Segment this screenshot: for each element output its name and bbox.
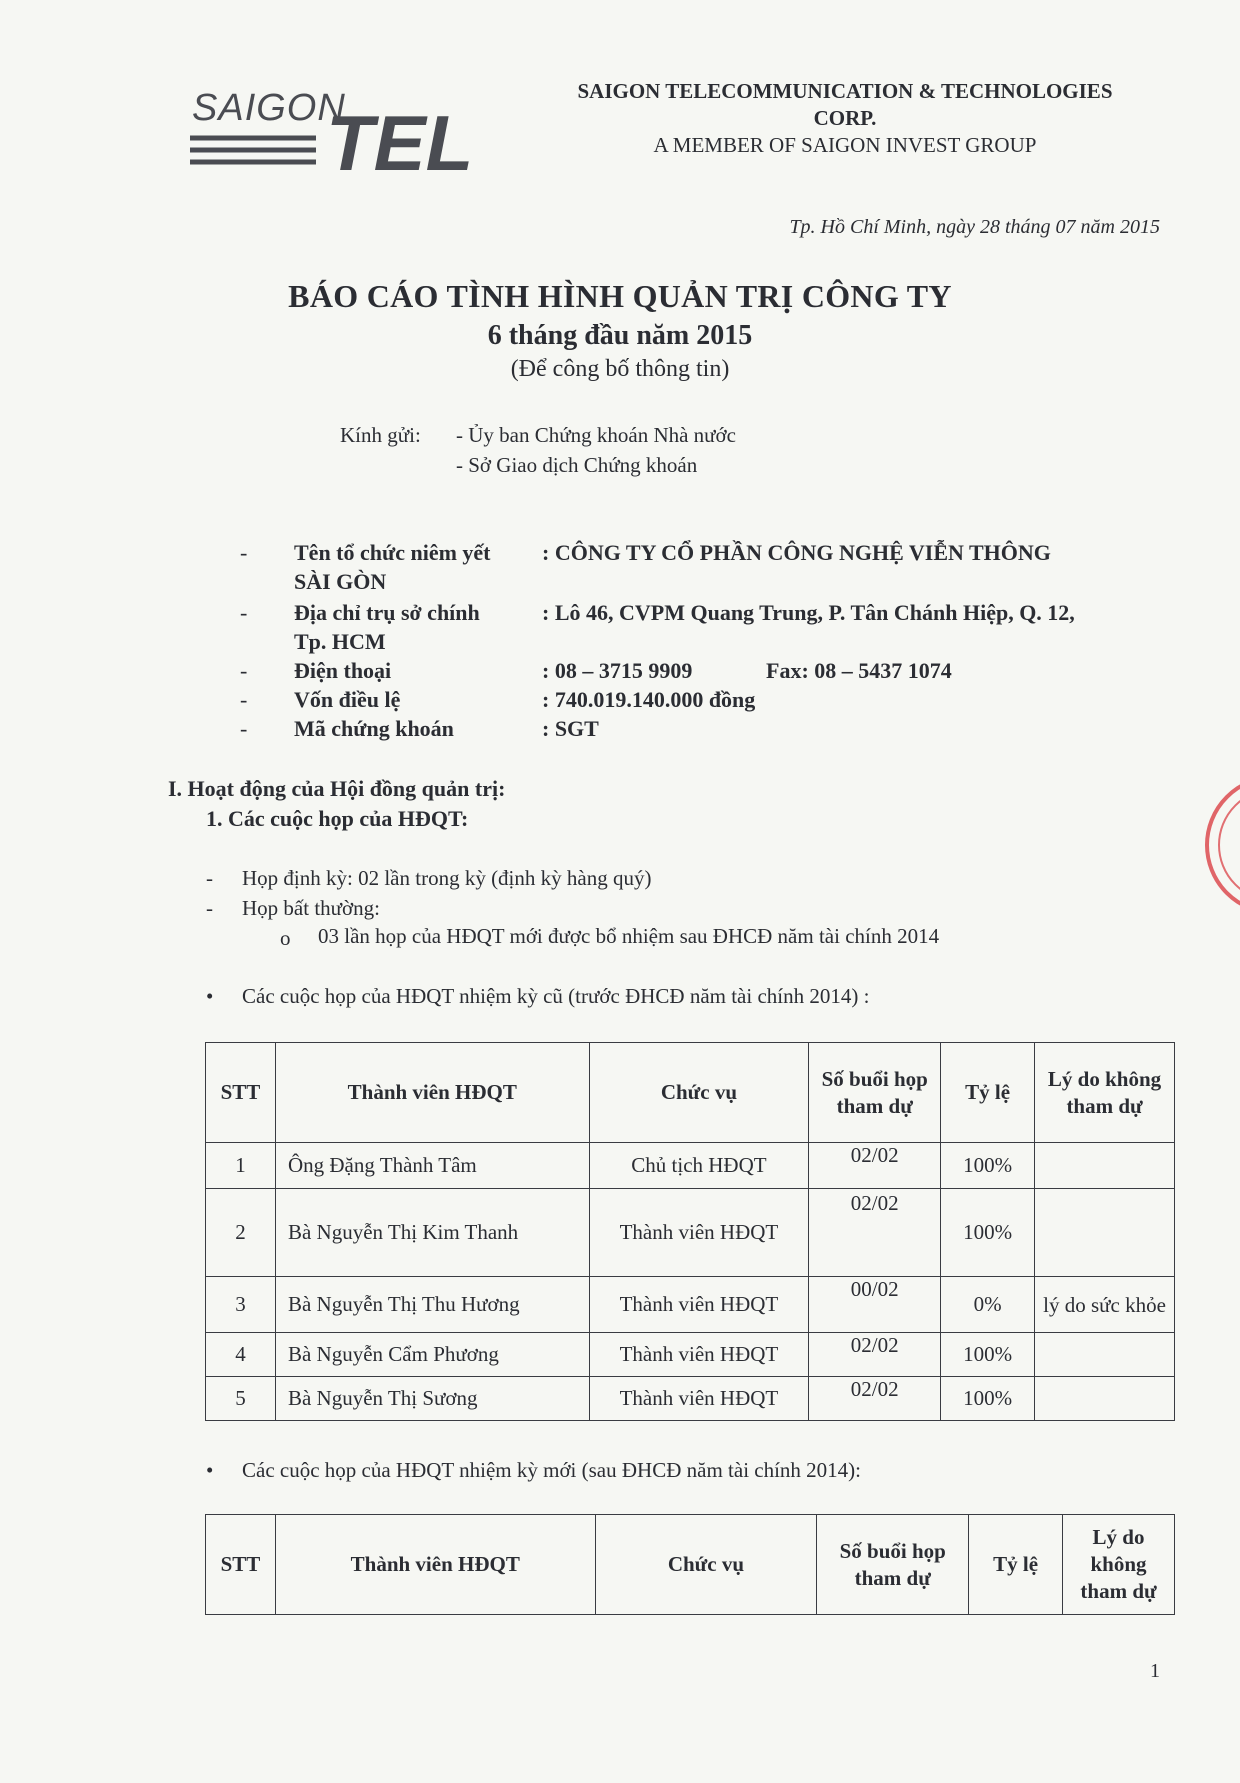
bullet-icon: • <box>206 1458 214 1482</box>
org-ticker-value: : SGT <box>542 716 599 741</box>
report-period: 6 tháng đầu năm 2015 <box>487 320 753 351</box>
svg-text:TEL: TEL <box>326 99 474 178</box>
company-name-line1: SAIGON TELECOMMUNICATION & TECHNOLOGIES <box>577 79 1113 103</box>
document-date: Tp. Hồ Chí Minh, ngày 28 tháng 07 năm 2015 <box>789 216 1160 238</box>
extraordinary-meetings: Họp bất thường: <box>242 896 380 920</box>
header-sessions: Số buổi họp tham dự <box>817 1515 969 1615</box>
old-term-attendance-table <box>205 1042 1175 1421</box>
table-header-row <box>206 1515 1175 1615</box>
recipient-item: - Sở Giao dịch Chứng khoán <box>456 453 698 477</box>
table-row: 2 Bà Nguyễn Thị Kim Thanh Thành viên HĐQT 02/02 100% <box>206 1189 1175 1277</box>
table-row: 4 Bà Nguyễn Cẩm Phương Thành viên HĐQT 02/02 100% <box>206 1333 1175 1377</box>
regular-meetings: Họp định kỳ: 02 lần trong kỳ (định kỳ hàng quý) <box>242 866 652 890</box>
circle-bullet-icon: o <box>280 926 291 950</box>
list-item: - <box>206 896 213 920</box>
header-member: Thành viên HĐQT <box>275 1515 595 1615</box>
company-logo <box>186 78 476 178</box>
org-name-value: : CÔNG TY CỔ PHẦN CÔNG NGHỆ VIỄN THÔNG <box>542 540 1051 565</box>
recipient-item: - Ủy ban Chứng khoán Nhà nước <box>456 423 736 447</box>
header-reason: Lý do không tham dự <box>1035 1043 1175 1143</box>
header-stt: STT <box>206 1043 276 1143</box>
org-ticker-label: Mã chứng khoán <box>294 716 454 741</box>
company-header <box>500 78 1190 159</box>
company-group: A MEMBER OF SAIGON INVEST GROUP <box>653 133 1037 157</box>
old-term-intro: Các cuộc họp của HĐQT nhiệm kỳ cũ (trước ĐHCĐ năm tài chính 2014) : <box>242 984 870 1008</box>
org-name-value-cont: SÀI GÒN <box>294 569 387 594</box>
org-address-label: Địa chỉ trụ sở chính <box>294 600 480 625</box>
header-position: Chức vụ <box>589 1043 809 1143</box>
org-capital-label: Vốn điều lệ <box>294 687 401 712</box>
header-ratio: Tỷ lệ <box>941 1043 1035 1143</box>
org-address-value-cont: Tp. HCM <box>294 629 386 654</box>
page-number: 1 <box>1150 1660 1160 1682</box>
extraordinary-meetings-detail: 03 lần họp của HĐQT mới được bổ nhiệm sau ĐHCĐ năm tài chính 2014 <box>318 924 940 948</box>
new-term-attendance-table <box>205 1514 1175 1615</box>
org-fax-value: Fax: 08 – 5437 1074 <box>766 658 952 683</box>
header-sessions: Số buổi họp tham dự <box>809 1043 941 1143</box>
table-row: 5 Bà Nguyễn Thị Sương Thành viên HĐQT 02/02 100% <box>206 1377 1175 1421</box>
report-title: BÁO CÁO TÌNH HÌNH QUẢN TRỊ CÔNG TY <box>288 278 952 314</box>
header-position: Chức vụ <box>595 1515 817 1615</box>
company-stamp <box>1200 770 1240 920</box>
company-name-line2: CORP. <box>813 106 877 130</box>
bullet-icon: • <box>206 984 214 1008</box>
recipients <box>340 420 736 480</box>
header-stt: STT <box>206 1515 276 1615</box>
header-member: Thành viên HĐQT <box>275 1043 589 1143</box>
section-heading: I. Hoạt động của Hội đồng quản trị: <box>168 776 506 801</box>
new-term-intro: Các cuộc họp của HĐQT nhiệm kỳ mới (sau ĐHCĐ năm tài chính 2014): <box>242 1458 862 1482</box>
table-row: 3 Bà Nguyễn Thị Thu Hương Thành viên HĐQT 00/02 0% lý do sức khỏe <box>206 1277 1175 1333</box>
table-header-row <box>206 1043 1175 1143</box>
subsection-heading: 1. Các cuộc họp của HĐQT: <box>206 806 469 831</box>
org-phone-label: Điện thoại <box>294 658 392 683</box>
table-row: 1 Ông Đặng Thành Tâm Chủ tịch HĐQT 02/02 100% <box>206 1143 1175 1189</box>
list-item: - <box>206 866 213 890</box>
org-address-value: : Lô 46, CVPM Quang Trung, P. Tân Chánh Hiệp, Q. 12, <box>542 600 1075 625</box>
header-reason: Lý do không tham dự <box>1063 1515 1175 1615</box>
svg-text:SAIGON: SAIGON <box>192 87 346 129</box>
org-name-label: Tên tổ chức niêm yết <box>294 540 491 565</box>
org-phone-value: : 08 – 3715 9909 <box>542 658 693 683</box>
report-purpose: (Để công bố thông tin) <box>510 356 730 382</box>
org-capital-value: : 740.019.140.000 đồng <box>542 687 756 712</box>
header-ratio: Tỷ lệ <box>969 1515 1063 1615</box>
recipients-label: Kính gửi: <box>340 423 421 447</box>
